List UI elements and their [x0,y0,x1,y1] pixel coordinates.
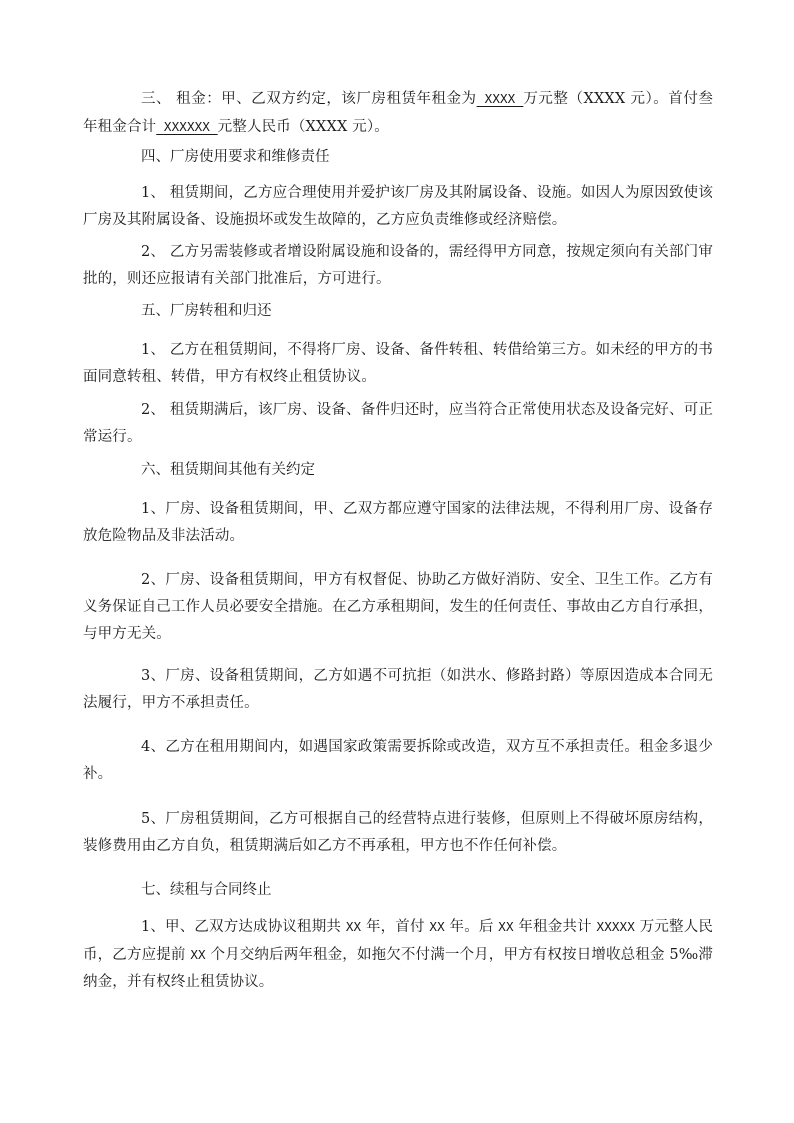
usage-item-1: 1、 租赁期间，乙方应合理使用并爱护该厂房及其附属设备、设施。如因人为原因致使该厂房及其附属设备、设施损坏或发生故障的，乙方应负责维修或经济赔偿。 [83,185,713,228]
renewal-text-c: 年。后 [444,919,499,935]
first-payment-blank: XXXXXX [156,119,218,134]
renewal-amount-blank: XXXXX [596,919,635,934]
usage-item-2: 2、 乙方另需装修或者增设附属设施和设备的，需经得甲方同意，按规定须向有关部门审批的，则还应报请有关部门批准后，方可进行。 [83,244,713,287]
sublease-item-1: 1、 乙方在租赁期间，不得将厂房、设备、备件转租、转借给第三方。如未经的甲方的书面同意转租、转借，甲方有权终止租赁协议。 [83,342,713,385]
rent-text-a: 三、 租金：甲、乙双方约定，该厂房租赁年租金为 [141,91,477,107]
other-item-4: 4、乙方在租用期间内，如遇国家政策需要拆除或改造，双方互不承担责任。租金多退少补。 [83,739,713,782]
renewal-term-blank: XX [345,919,362,934]
other-item-2: 2、厂房、设备租赁期间，甲方有权督促、协助乙方做好消防、安全、卫生工作。乙方有义务保证自己工作人员必要安全措施。在乙方承租期间，发生的任何责任、事故由乙方自行承担，与甲方无关。 [83,572,713,642]
renewal-months-blank: XX [190,947,206,962]
rent-text-b: 万元整（XXXX 元）。首付叁年租金合计 [83,91,713,135]
other-item-3: 3、厂房、设备租赁期间，乙方如遇不可抗拒（如洪水、修路封路）等原因造成本合同无法履行，甲方不承担责任。 [83,668,713,711]
renewal-text-d: 年租金共计 [513,919,597,935]
section-heading-renewal: 七、续租与合同终止 [141,882,272,898]
section-heading-sublease: 五、厂房转租和归还 [141,303,272,319]
renewal-text-a: 1、甲、乙双方达成协议租期共 [141,919,346,935]
rent-text-c: 元整人民币（XXXX 元）。 [217,119,389,135]
section-heading-usage: 四、厂房使用要求和维修责任 [141,149,330,165]
renewal-later-blank: XX [498,919,514,934]
annual-rent-blank: XXXX [476,91,524,106]
renewal-text-f: 个月交纳后两年租金，如拖欠不付满一个月，甲方有权按日增收总租金 5‰滞纳金，并有权终止租赁协议。 [83,947,714,990]
renewal-text-b: 年，首付 [361,919,430,935]
renewal-text-e: 万元整人民币，乙方应提前 [83,919,714,963]
other-item-5: 5、厂房租赁期间，乙方可根据自己的经营特点进行装修，但原则上不得破坏原房结构，装修费用由乙方自负，租赁期满后如乙方不再承租，甲方也不作任何补偿。 [83,811,713,854]
renewal-item-1 [83,913,713,996]
rent-paragraph [83,85,713,141]
other-item-1: 1、厂房、设备租赁期间，甲、乙双方都应遵守国家的法律法规，不得利用厂房、设备存放危险物品及非法活动。 [83,501,713,544]
section-heading-other: 六、租赁期间其他有关约定 [141,462,315,478]
sublease-item-2: 2、 租赁期满后，该厂房、设备、备件归还时，应当符合正常使用状态及设备完好、可正常运行。 [83,402,713,445]
renewal-first-blank: XX [429,919,445,934]
